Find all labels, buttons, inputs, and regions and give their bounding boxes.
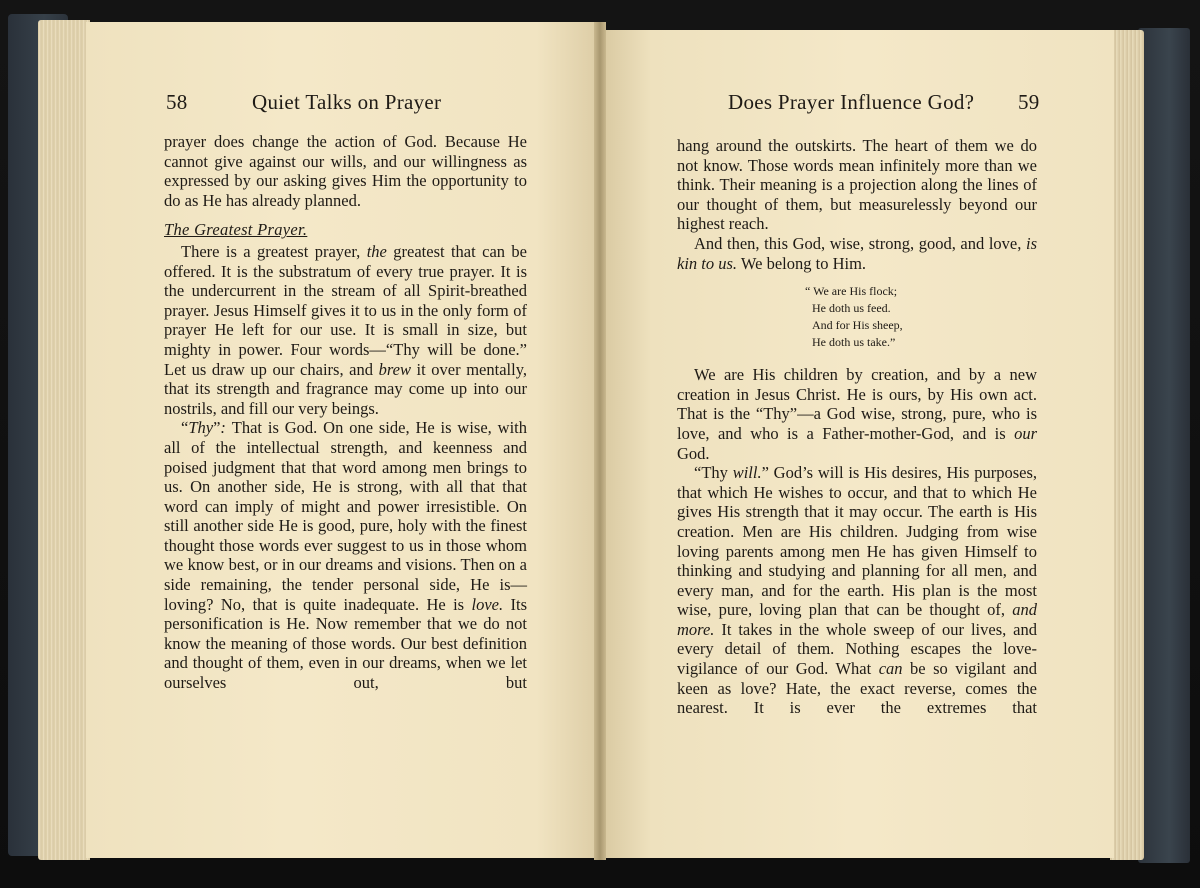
text-run: ” [213,418,221,438]
text-run: And then, this God, wise, strong, good, and love, [694,233,1026,253]
book-cover-right [1138,28,1190,863]
page-edges-right [1110,30,1144,860]
text-run: God. [677,443,710,463]
left-paragraph-2 [164,242,527,418]
emphasis: love. [471,594,504,614]
page-edges-left [38,20,90,860]
text-run: be so vigilant and keen as love? Hate, the exact reverse, comes the nearest. It is ever the extremes that [677,659,1037,718]
text-run: We are His children by creation, and by a new creation in Jesus Christ. He is ours, by His own act. That is the “Thy”—a God wise, strong, pure, who is love, and who is a Father-mother-God, and is [677,365,1037,443]
right-paragraph-2 [677,234,1037,273]
text-run: “ [181,418,189,438]
text-run: We belong to Him. [737,253,867,273]
book-gutter [594,22,606,860]
emphasis: will. [732,463,762,483]
right-paragraph-3 [677,365,1037,463]
poem-quote [805,283,1037,351]
emphasis: Thy [188,418,214,438]
emphasis: : [220,418,232,438]
left-page-number: 58 [166,90,188,114]
left-paragraph-1: prayer does change the action of God. Because He cannot give against our wills, and our willingness as expressed by our asking gives Him the opportunity to do as He has already planned. [164,132,527,210]
section-heading: The Greatest Prayer. [164,220,308,240]
left-page-text [164,132,527,693]
emphasis: brew [378,359,411,379]
right-page-number: 59 [1018,90,1040,114]
poem-line: “ We are His flock; [805,284,898,299]
poem-line: And for His sheep, [812,318,903,333]
emphasis: can [878,659,903,679]
right-page-header [728,90,1048,120]
emphasis: is kin to us. [677,233,1037,273]
right-page-text [677,136,1037,718]
text-run: It takes in the whole sweep of our lives, and every detail of them. Nothing escapes the love-vigilance of our God. What [677,619,1037,679]
right-paragraph-1: hang around the outskirts. The heart of them we do not know. Those words mean infinitely more than we think. Their meaning is a projection along the lines of our thought of them, but measurelessly beyond our highest reach. [677,136,1037,234]
right-paragraph-4 [677,463,1037,718]
left-running-title: Quiet Talks on Prayer [252,90,442,114]
emphasis: the [366,241,387,261]
text-run: Its personification is He. Now remember that we do not know the meaning of those words. Our best definition and thought of them, even in our dreams, when we let ourselves out, but [164,594,528,693]
right-running-title: Does Prayer Influence God? [728,90,975,114]
emphasis: our [1014,423,1037,443]
poem-line: He doth us take.” [812,335,896,350]
text-run: There is a greatest prayer, [181,241,367,261]
poem-line: He doth us feed. [812,301,891,316]
text-run: it over mentally, that its strength and fragrance may come up into our nostrils, and fill our very beings. [164,359,527,418]
left-page-header [166,90,526,120]
text-run: ” God’s will is His desires, His purposes, that which He wishes to occur, and that to which He gives His strength that it may occur. The earth is His creation. Men are His children. Judging from wise loving parents among men He has given Himself to thinking and studying and planning for all men, and every man, and for the earth. His plan is the most wise, pure, loving plan that can be thought of, [677,463,1037,620]
text-run: That is God. On one side, He is wise, with all of the intellectual strength, and keenness and poised judgment that that word among men brings to us. On another side, He is strong, with all that that word can imply of might and power irresistible. On still another side He is good, pure, holy with the finest thought those words ever suggest to us in those whom we know best, or in our dreams and visions. Then on a side remaining, the tender personal side, He is—loving? No, that is quite inadequate. He is [164,418,527,614]
emphasis: and more. [677,600,1037,639]
text-run: “Thy [694,463,733,483]
text-run: greatest that can be offered. It is the substratum of every true prayer. It is the undercurrent in the stream of all Spirit-breathed prayer. Jesus Himself gives it to us in the only form of prayer He left for our use. It is small in size, but mighty in power. Four words—“Thy will be done.” Let us draw up our chairs, and [164,241,527,379]
left-paragraph-3 [164,418,527,692]
